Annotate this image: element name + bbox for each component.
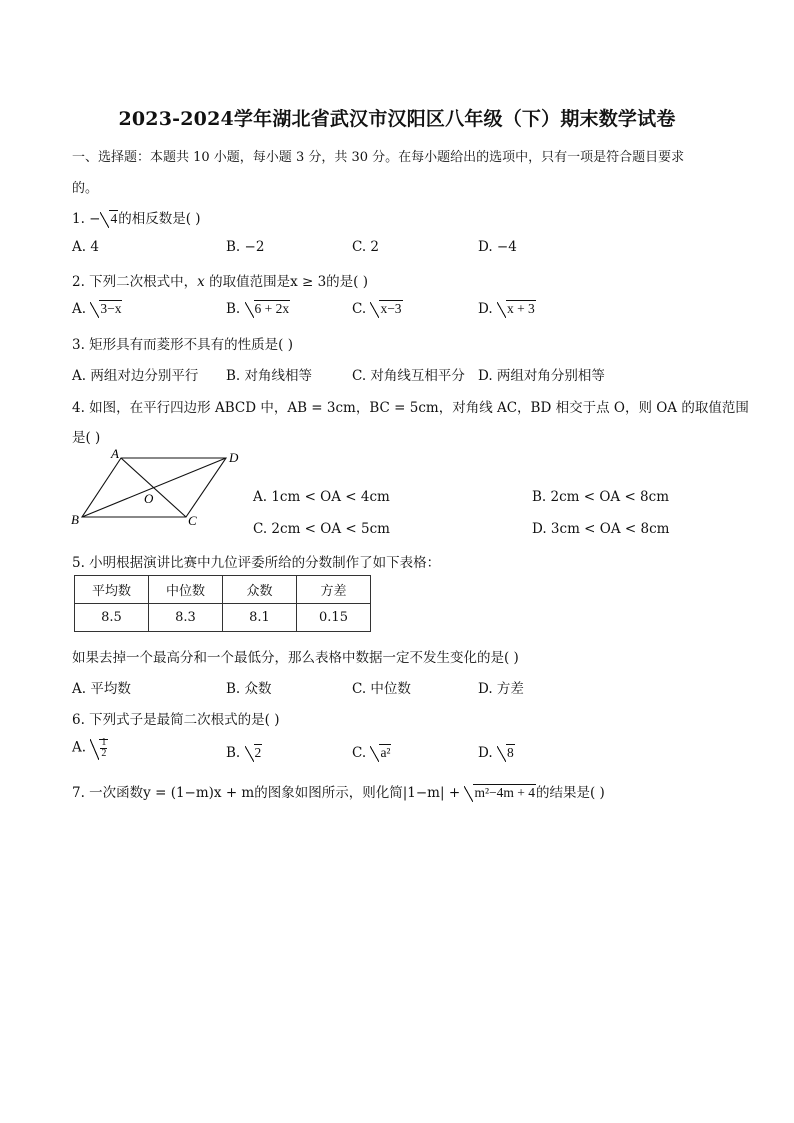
- section-heading: 一、选择题：本题共 10 小题，每小题 3 分，共 30 分。在每小题给出的选项中，只有一项是符合题目要求: [72, 150, 685, 165]
- page-title: 2023-2024学年湖北省武汉市汉阳区八年级（下）期末数学试卷: [118, 108, 676, 130]
- q3-option-d: D. 两组对角分别相等: [478, 368, 605, 384]
- q2-option-d-radicand: x + 3: [506, 301, 535, 316]
- q5-option-b: B. 众数: [226, 681, 272, 697]
- q1-radicand: 4: [110, 211, 118, 226]
- question-4-cont: 是( ): [72, 430, 101, 446]
- q2-option-c-radicand: x−3: [380, 301, 402, 316]
- sqrt-symbol: [497, 301, 536, 317]
- question-3: 3. 矩形具有而菱形不具有的性质是( ): [72, 337, 293, 353]
- table-header: 中位数: [149, 576, 223, 604]
- q2-option-b-label: B.: [226, 301, 245, 317]
- table-row: [75, 604, 371, 632]
- numerator: 1: [101, 737, 107, 748]
- q3-option-c: C. 对角线互相平分: [352, 368, 465, 384]
- question-6: 6. 下列式子是最简二次根式的是( ): [72, 712, 280, 728]
- q2-stem-b: 的取值范围是x ≥ 3的是( ): [204, 274, 369, 290]
- q4-option-b: B. 2cm < OA < 8cm: [532, 489, 670, 505]
- q7-stem-a: 7. 一次函数y = (1−m)x + m的图象如图所示，则化简|1−m| +: [72, 785, 465, 801]
- q7-stem-b: 的结果是( ): [535, 785, 605, 801]
- question-5: 5. 小明根据演讲比赛中九位评委所给的分数制作了如下表格：: [72, 555, 441, 571]
- q6-option-d-radicand: 8: [506, 745, 514, 760]
- q6-option-a-label: A.: [72, 739, 91, 756]
- sqrt-symbol: [370, 301, 402, 317]
- denominator: 2: [101, 748, 107, 759]
- label-b: B: [71, 512, 79, 527]
- q5-option-d: D. 方差: [478, 681, 524, 697]
- fraction: [100, 738, 107, 759]
- diagonal-bd: [82, 458, 226, 517]
- q6-option-d-label: D.: [478, 745, 497, 761]
- q6-option-a-radicand: [99, 737, 108, 759]
- table-header: 平均数: [75, 576, 149, 604]
- q2-option-d-label: D.: [478, 301, 497, 317]
- q2-option-a-label: A.: [72, 301, 91, 317]
- section-heading-cont: 的。: [72, 181, 99, 196]
- q3-option-b: B. 对角线相等: [226, 368, 313, 384]
- q1-option-b: B. −2: [226, 239, 265, 255]
- table-header-row: [75, 576, 371, 604]
- sqrt-symbol: [245, 301, 291, 317]
- label-d: D: [229, 450, 239, 465]
- score-table: [74, 575, 371, 632]
- q2-option-b: [226, 301, 290, 317]
- question-7: [72, 781, 605, 801]
- q3-option-a: A. 两组对边分别平行: [72, 368, 199, 384]
- q1-option-c: C. 2: [352, 239, 380, 255]
- q6-option-c-label: C.: [352, 745, 371, 761]
- table-cell: 8.3: [149, 604, 223, 632]
- sqrt-symbol: [497, 745, 515, 761]
- q6-option-d: [478, 745, 515, 761]
- label-o: O: [144, 491, 154, 506]
- q1-option-d: D. −4: [478, 239, 517, 255]
- sqrt-symbol: [90, 738, 108, 759]
- label-c: C: [188, 513, 197, 528]
- table-header: 众数: [223, 576, 297, 604]
- sqrt-symbol: [464, 785, 536, 801]
- q6-option-b-radicand: 2: [254, 745, 262, 760]
- q2-option-a: [72, 301, 122, 317]
- q2-option-c-label: C.: [352, 301, 371, 317]
- q2-option-b-radicand: 6 + 2x: [254, 301, 290, 316]
- question-5-followup: 如果去掉一个最高分和一个最低分，那么表格中数据一定不发生变化的是( ): [72, 650, 519, 666]
- q2-option-a-radicand: 3−x: [100, 301, 122, 316]
- sqrt-symbol: [370, 745, 391, 761]
- table-cell: 8.5: [75, 604, 149, 632]
- table-header: 方差: [297, 576, 371, 604]
- table-cell: 8.1: [223, 604, 297, 632]
- q5-option-a: A. 平均数: [72, 681, 131, 697]
- parallelogram-figure: [66, 446, 256, 530]
- q2-stem-a: 2. 下列二次根式中，: [72, 274, 198, 290]
- q6-option-c: [352, 745, 391, 761]
- q1-prefix: 1. −: [72, 211, 101, 227]
- q5-option-c: C. 中位数: [352, 681, 411, 697]
- q6-option-b: [226, 745, 262, 761]
- sqrt-symbol: [100, 211, 118, 227]
- q6-option-a: [72, 738, 108, 759]
- q6-option-c-radicand: a²: [380, 745, 391, 760]
- q7-radicand: m²−4m + 4: [474, 785, 535, 800]
- sqrt-symbol: [90, 301, 122, 317]
- q2-option-c: [352, 301, 403, 317]
- question-1: [72, 207, 201, 227]
- question-2: [72, 270, 368, 290]
- q2-variable: x: [197, 274, 205, 290]
- question-4: 4. 如图，在平行四边形 ABCD 中，AB = 3cm，BC = 5cm，对角线 AC，BD 相交于点 O，则 OA 的取值范围: [72, 400, 749, 416]
- q4-option-d: D. 3cm < OA < 8cm: [532, 521, 670, 537]
- table-cell: 0.15: [297, 604, 371, 632]
- q4-option-c: C. 2cm < OA < 5cm: [253, 521, 390, 537]
- label-a: A: [111, 446, 119, 461]
- q2-option-d: [478, 301, 536, 317]
- q1-suffix: 的相反数是( ): [118, 211, 201, 227]
- sqrt-symbol: [245, 745, 263, 761]
- q6-option-b-label: B.: [226, 745, 245, 761]
- q1-option-a: A. 4: [72, 239, 99, 255]
- q4-option-a: A. 1cm < OA < 4cm: [253, 489, 390, 505]
